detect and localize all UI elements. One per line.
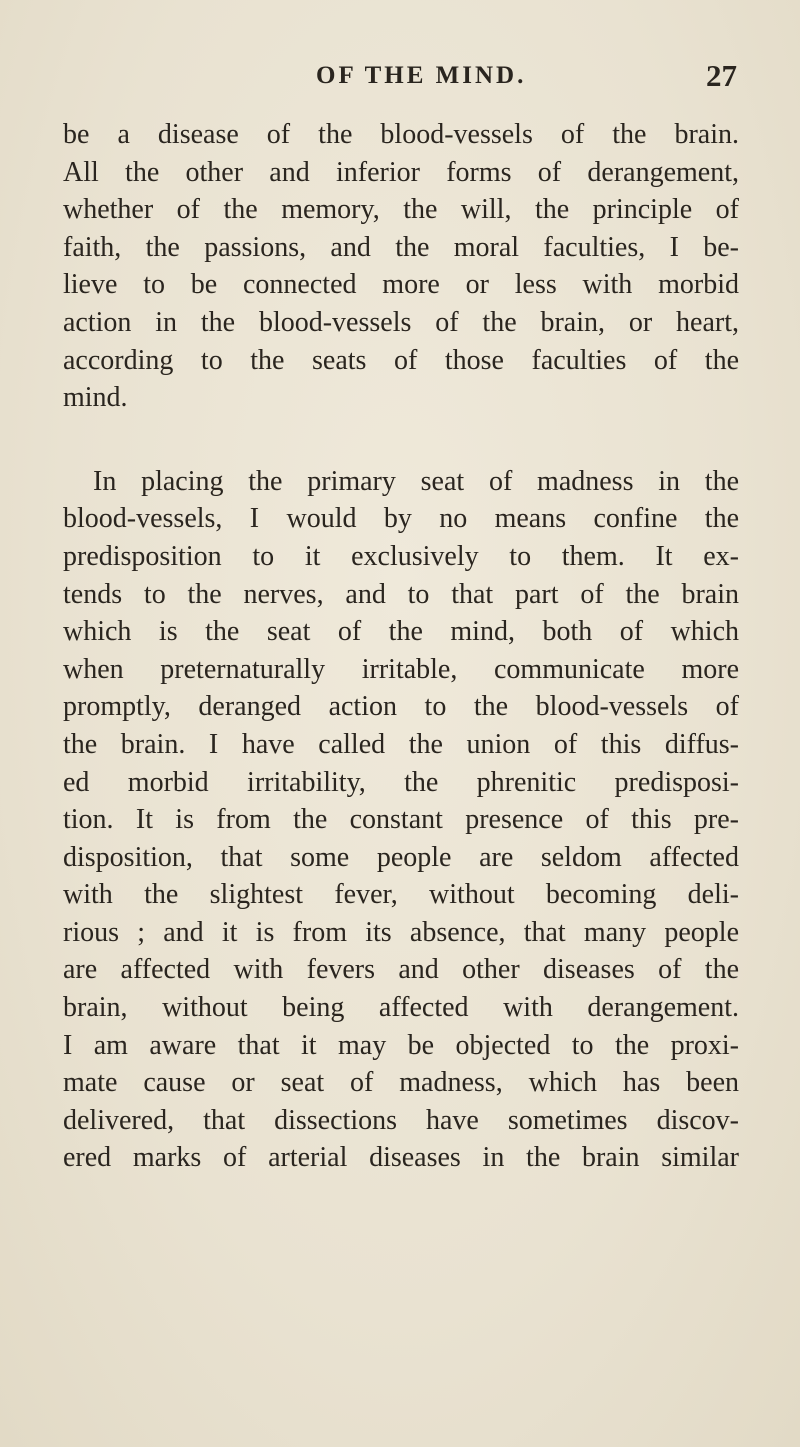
text-line: rious ; and it is from its absence, that many people bbox=[63, 916, 739, 948]
text-line: promptly, deranged action to the blood-vessels of bbox=[63, 691, 739, 723]
text-line: All the other and inferior forms of derangement, bbox=[63, 156, 739, 188]
text-line: with the slightest fever, without becoming deli- bbox=[63, 879, 739, 911]
text-line: the brain. I have called the union of this diffus- bbox=[63, 728, 739, 760]
text-line: when preternaturally irritable, communicate more bbox=[63, 653, 739, 685]
text-line: I am aware that it may be objected to the proxi- bbox=[63, 1029, 739, 1061]
text-line: which is the seat of the mind, both of which bbox=[63, 616, 739, 648]
text-line: brain, without being affected with derangement. bbox=[63, 992, 739, 1024]
paragraph-2 bbox=[63, 463, 739, 1177]
running-head bbox=[0, 58, 800, 98]
page-number: 27 bbox=[706, 58, 737, 93]
text-line: ered marks of arterial diseases in the brain similar bbox=[63, 1142, 739, 1174]
text-line: according to the seats of those faculties of the bbox=[63, 344, 739, 376]
text-line: delivered, that dissections have sometimes discov- bbox=[63, 1104, 739, 1136]
text-line: ed morbid irritability, the phrenitic predisposi- bbox=[63, 766, 739, 798]
text-line: action in the blood-vessels of the brain, or heart, bbox=[63, 306, 739, 338]
text-line: are affected with fevers and other diseases of the bbox=[63, 954, 739, 986]
running-head-title: OF THE MIND. bbox=[316, 62, 527, 89]
text-line: tends to the nerves, and to that part of the brain bbox=[63, 578, 739, 610]
text-line: tion. It is from the constant presence of this pre- bbox=[63, 804, 739, 836]
text-line: blood-vessels, I would by no means confine the bbox=[63, 503, 739, 535]
paragraph-break bbox=[63, 417, 739, 463]
text-line: lieve to be connected more or less with morbid bbox=[63, 269, 739, 301]
text-line: disposition, that some people are seldom affected bbox=[63, 841, 739, 873]
text-line: be a disease of the blood-vessels of the brain. bbox=[63, 119, 739, 150]
text-line: mate cause or seat of madness, which has been bbox=[63, 1067, 739, 1099]
text-line: In placing the primary seat of madness in the bbox=[93, 465, 739, 497]
paragraph-1 bbox=[63, 116, 739, 417]
body-text bbox=[63, 116, 739, 1177]
text-line: predisposition to it exclusively to them. It ex- bbox=[63, 540, 739, 572]
text-line: faith, the passions, and the moral faculties, I be- bbox=[63, 231, 739, 263]
text-line: mind. bbox=[63, 382, 128, 414]
text-line: whether of the memory, the will, the principle of bbox=[63, 194, 739, 226]
